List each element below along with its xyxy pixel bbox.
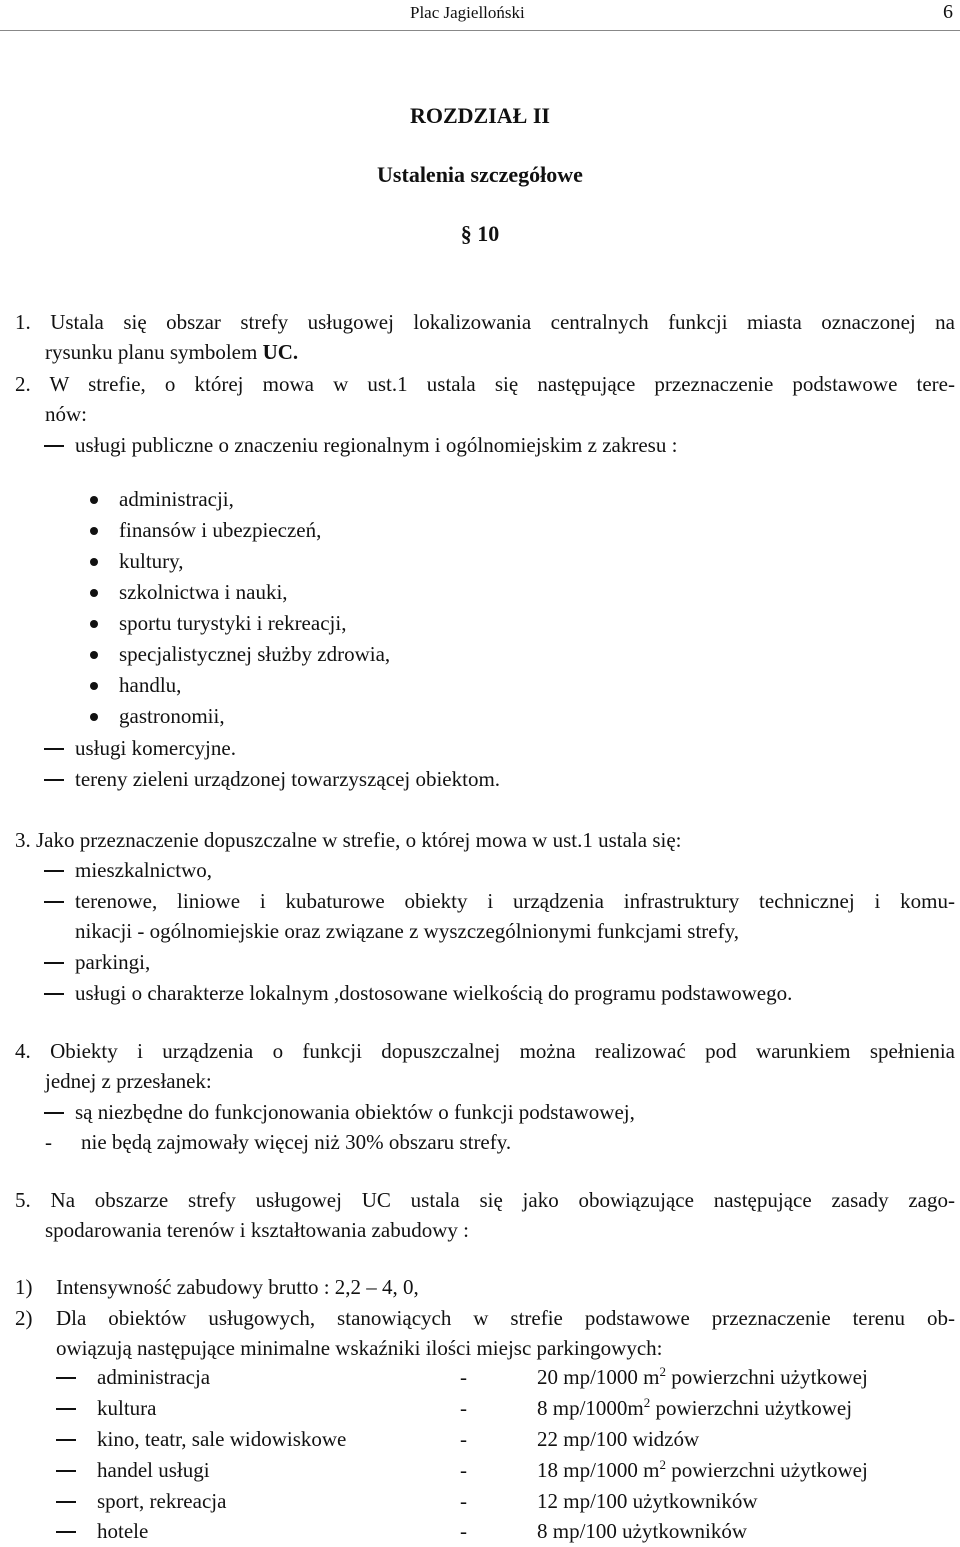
p4-line1: 4. Obiekty i urządzenia o funkcji dopuszczalnej można realizować pod warunkiem spełnienia <box>15 1039 955 1063</box>
bullet-marker <box>90 620 98 628</box>
row-separator: - <box>460 1458 467 1482</box>
dash-marker <box>44 901 64 903</box>
row-category: sport, rekreacja <box>97 1489 227 1513</box>
row-value <box>537 1516 747 1547</box>
bullet-item: administracji, <box>119 487 234 511</box>
p4-dash1: są niezbędne do funkcjonowania obiektów o funkcji podstawowej, <box>75 1100 635 1124</box>
p5-line2: spodarowania terenów i kształtowania zabudowy : <box>45 1218 469 1242</box>
row-value <box>537 1362 868 1393</box>
row-separator: - <box>460 1365 467 1389</box>
row-value <box>537 1455 868 1486</box>
row-value-text: 20 mp/1000 m <box>537 1365 660 1389</box>
bullet-item: sportu turystyki i rekreacji, <box>119 611 347 635</box>
bullet-item: szkolnictwa i nauki, <box>119 580 288 604</box>
row-value-text: 8 mp/1000m <box>537 1396 644 1420</box>
p3-item: mieszkalnictwo, <box>75 858 213 882</box>
row-value-unit: powierzchni użytkowej <box>650 1396 853 1420</box>
bullet-marker <box>90 589 98 597</box>
dash-marker <box>44 962 64 964</box>
list-number: 2) <box>15 1306 33 1330</box>
p3-item: parkingi, <box>75 950 151 974</box>
bullet-marker <box>90 558 98 566</box>
p3-item: usługi o charakterze lokalnym ,dostosowane wielkością do programu podstawowego. <box>75 981 793 1005</box>
row-value-sup: 2 <box>659 1364 667 1379</box>
page-number: 6 <box>943 1 953 23</box>
bullet-marker <box>90 651 98 659</box>
bullet-item: finansów i ubezpieczeń, <box>119 518 322 542</box>
dash-marker <box>56 1501 76 1503</box>
header-title: Plac Jagielloński <box>410 3 525 22</box>
dash-marker <box>56 1470 76 1472</box>
n1-text: Intensywność zabudowy brutto : 2,2 – 4, 0, <box>56 1275 419 1299</box>
row-category: kultura <box>97 1396 157 1420</box>
dash-marker <box>44 1112 64 1114</box>
bullet-marker <box>90 527 98 535</box>
bullet-marker <box>90 713 98 721</box>
p2-line2: nów: <box>45 402 87 426</box>
chapter-title: ROZDZIAŁ II <box>410 103 550 128</box>
dash-marker <box>44 779 64 781</box>
row-separator: - <box>460 1396 467 1420</box>
bullet-marker <box>90 682 98 690</box>
dash-marker <box>44 748 64 750</box>
row-category: kino, teatr, sale widowiskowe <box>97 1427 347 1451</box>
p2-dash3: tereny zieleni urządzonej towarzyszącej obiektom. <box>75 767 501 791</box>
row-value <box>537 1424 699 1455</box>
p3-item: terenowe, liniowe i kubaturowe obiekty i urządzenia infrastruktury technicznej i komu- <box>75 889 955 913</box>
row-value-unit: powierzchni użytkowej <box>666 1365 868 1389</box>
n2-line2: owiązują następujące minimalne wskaźniki ilości miejsc parkingowych: <box>56 1336 663 1360</box>
p2-dash1: usługi publiczne o znaczeniu regionalnym i ogólnomiejskim z zakresu : <box>75 433 678 457</box>
row-category: administracja <box>97 1365 211 1389</box>
p1-line1: 1. Ustala się obszar strefy usługowej lokalizowania centralnych funkcji miasta oznaczonej na <box>15 310 955 334</box>
dash-marker <box>44 870 64 872</box>
p1-line2 <box>45 337 298 368</box>
dash-marker <box>56 1377 76 1379</box>
bullet-item: specjalistycznej służby zdrowia, <box>119 642 391 666</box>
row-category: handel usługi <box>97 1458 210 1482</box>
dash-marker <box>44 993 64 995</box>
p1-line2-text: rysunku planu symbolem <box>45 340 263 364</box>
row-value-text: 12 mp/100 użytkowników <box>537 1489 758 1513</box>
row-separator: - <box>460 1519 467 1543</box>
row-value <box>537 1393 852 1424</box>
row-value-unit: powierzchni użytkowej <box>666 1458 868 1482</box>
p5-line1: 5. Na obszarze strefy usługowej UC ustala się jako obowiązujące następujące zasady zago- <box>15 1188 955 1212</box>
p4-line2: jednej z przesłanek: <box>45 1069 212 1093</box>
bullet-item: handlu, <box>119 673 182 697</box>
row-separator: - <box>460 1427 467 1451</box>
section-number: § 10 <box>460 221 500 246</box>
page-header <box>0 0 960 31</box>
row-value-sup: 2 <box>659 1457 667 1472</box>
bullet-item: gastronomii, <box>119 704 225 728</box>
row-value-sup: 2 <box>643 1395 651 1410</box>
symbol-uc: UC. <box>262 340 299 364</box>
row-value <box>537 1486 758 1517</box>
p3-item-cont: nikacji - ogólnomiejskie oraz związane z wyszczególnionymi funkcjami strefy, <box>75 919 739 943</box>
dash-marker <box>56 1439 76 1441</box>
p4-item2: nie będą zajmowały więcej niż 30% obszaru strefy. <box>81 1130 512 1154</box>
hyphen-marker: - <box>45 1130 52 1154</box>
row-value-text: 22 mp/100 widzów <box>537 1427 700 1451</box>
dash-marker <box>44 445 64 447</box>
row-category: hotele <box>97 1519 149 1543</box>
list-number: 1) <box>15 1275 33 1299</box>
chapter-subtitle: Ustalenia szczegółowe <box>377 162 583 187</box>
row-separator: - <box>460 1489 467 1513</box>
row-value-text: 8 mp/100 użytkowników <box>537 1519 747 1543</box>
dash-marker <box>56 1408 76 1410</box>
n2-line1: Dla obiektów usługowych, stanowiących w strefie podstawowe przeznaczenie terenu ob- <box>56 1306 955 1330</box>
p3-line1: 3. Jako przeznaczenie dopuszczalne w strefie, o której mowa w ust.1 ustala się: <box>15 828 682 852</box>
p2-line1: 2. W strefie, o której mowa w ust.1 ustala się następujące przeznaczenie podstawowe tere- <box>15 372 955 396</box>
p2-dash2: usługi komercyjne. <box>75 736 236 760</box>
bullet-item: kultury, <box>119 549 184 573</box>
dash-marker <box>56 1531 76 1533</box>
row-value-text: 18 mp/1000 m <box>537 1458 660 1482</box>
bullet-marker <box>90 496 98 504</box>
